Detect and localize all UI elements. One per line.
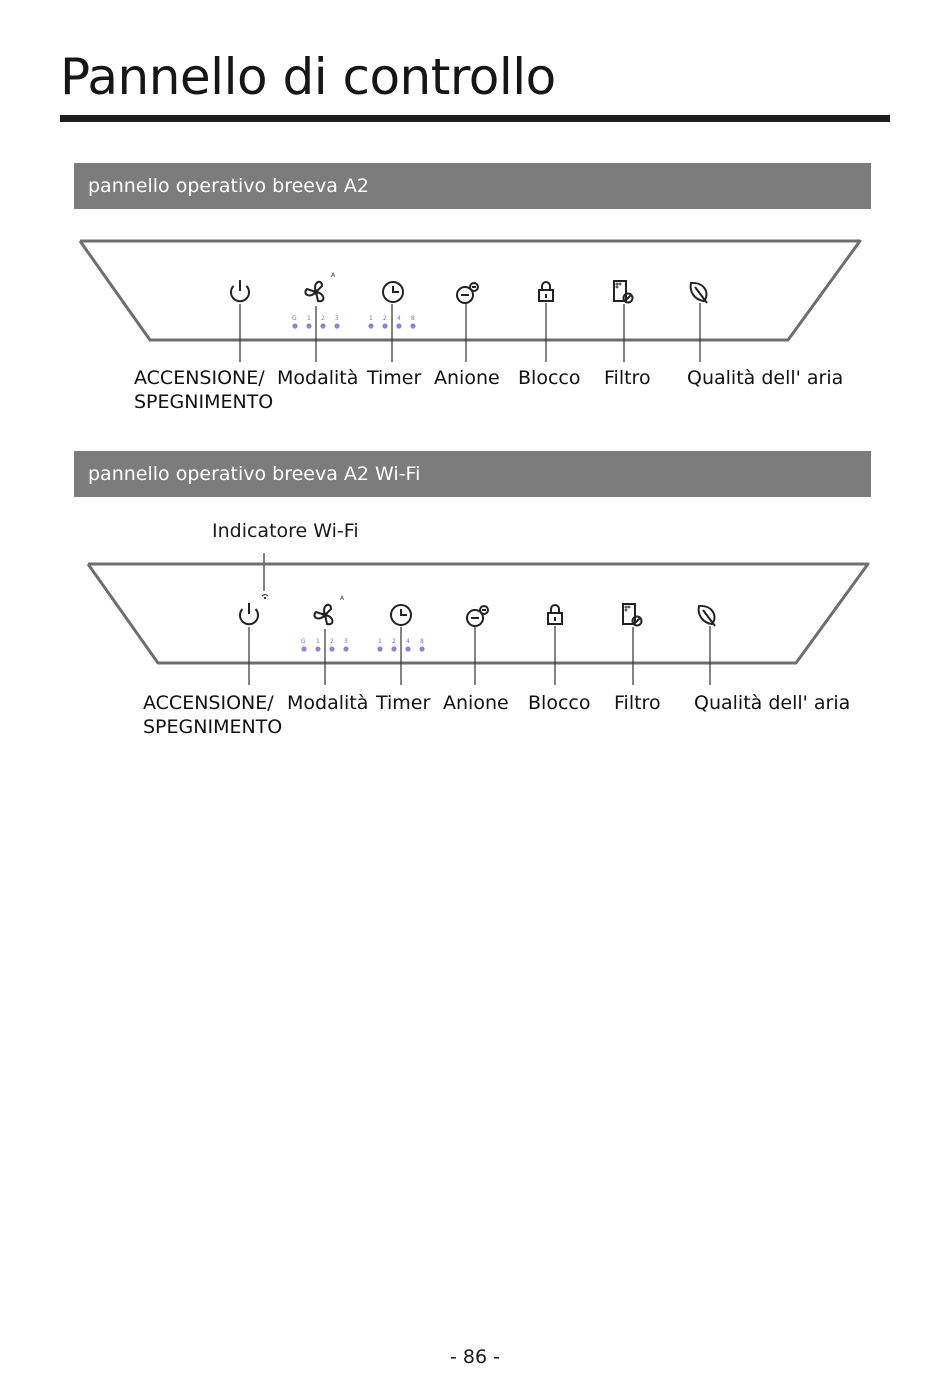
- anion-icon: [457, 283, 478, 303]
- leaf-icon: [699, 606, 715, 626]
- label-power: [134, 366, 273, 414]
- indicator-dot: [306, 323, 311, 328]
- page-number: - 86 -: [450, 1346, 500, 1368]
- lock-icon: [548, 605, 562, 624]
- timer-hours-label: 4: [406, 638, 410, 645]
- label-timer: Timer: [376, 692, 431, 714]
- label-timer: Timer: [367, 367, 422, 389]
- label-power-line2: SPEGNIMENTO: [143, 716, 283, 738]
- indicator-dot: [301, 646, 306, 651]
- indicator-dot: [377, 646, 382, 651]
- indicator-dot: [368, 323, 373, 328]
- fan-icon: [314, 605, 332, 625]
- indicator-dot: [419, 646, 424, 651]
- power-icon: [231, 280, 249, 301]
- leader-lines: [240, 303, 700, 362]
- label-power-line1: ACCENSIONE/: [143, 692, 274, 714]
- title-rule: [60, 115, 890, 122]
- indicator-dot: [320, 323, 325, 328]
- timer-hours-label: 2: [392, 638, 396, 645]
- leaf-icon: [691, 283, 707, 303]
- indicator-dot: [382, 323, 387, 328]
- power-icon: [240, 603, 258, 624]
- timer-icon: [391, 605, 411, 625]
- filter-icon: [623, 604, 642, 626]
- label-power: [143, 691, 282, 739]
- leader-lines: [249, 626, 710, 685]
- fan-auto-mark: A: [340, 595, 345, 602]
- fan-auto-indicator: G: [292, 315, 297, 322]
- label-anion: Anione: [443, 692, 509, 714]
- fan-auto-indicator: G: [301, 638, 306, 645]
- filter-icon: [614, 281, 633, 303]
- label-mode: Modalità: [277, 367, 359, 389]
- label-lock: Blocco: [518, 367, 581, 389]
- timer-hours-label: 1: [378, 638, 382, 645]
- fan-speed-label: 3: [335, 315, 339, 322]
- indicator-dot: [391, 646, 396, 651]
- label-power-line2: SPEGNIMENTO: [134, 391, 274, 413]
- fan-speed-label: 2: [321, 315, 325, 322]
- page-title: Pannello di controllo: [60, 48, 556, 106]
- indicator-dot: [315, 646, 320, 651]
- label-mode: Modalità: [287, 692, 369, 714]
- label-air-quality: Qualità dell' aria: [694, 692, 851, 714]
- label-filter: Filtro: [614, 692, 661, 714]
- fan-speed-label: 1: [316, 638, 320, 645]
- timer-hours-label: 8: [411, 315, 415, 322]
- label-wifi-indicator: Indicatore Wi-Fi: [212, 520, 359, 542]
- fan-auto-mark: A: [331, 272, 336, 279]
- indicator-dot: [292, 323, 297, 328]
- fan-speed-label: 1: [307, 315, 311, 322]
- timer-icon: [383, 282, 403, 302]
- panel-outline: [80, 241, 860, 340]
- section-heading-a2: pannello operativo breeva A2: [74, 163, 871, 209]
- indicator-dot: [405, 646, 410, 651]
- timer-hours-label: 8: [420, 638, 424, 645]
- label-air-quality: Qualità dell' aria: [687, 367, 844, 389]
- section-heading-a2-wifi: pannello operativo breeva A2 Wi-Fi: [74, 451, 871, 497]
- fan-speed-label: 2: [330, 638, 334, 645]
- indicator-dot: [334, 323, 339, 328]
- control-panel-a2: [0, 230, 950, 420]
- lock-icon: [539, 282, 553, 301]
- label-lock: Blocco: [528, 692, 591, 714]
- timer-hours-label: 1: [369, 315, 373, 322]
- control-panel-a2-wifi: [0, 553, 950, 743]
- indicator-dot: [396, 323, 401, 328]
- indicator-dot: [343, 646, 348, 651]
- timer-hours-label: 4: [397, 315, 401, 322]
- label-anion: Anione: [434, 367, 500, 389]
- timer-hours-label: 2: [383, 315, 387, 322]
- indicator-dot: [410, 323, 415, 328]
- wifi-icon: [262, 595, 268, 599]
- indicator-dot: [329, 646, 334, 651]
- anion-icon: [467, 606, 488, 626]
- label-power-line1: ACCENSIONE/: [134, 367, 265, 389]
- panel-outline: [88, 564, 868, 663]
- fan-speed-label: 3: [344, 638, 348, 645]
- fan-icon: [305, 282, 323, 302]
- label-filter: Filtro: [604, 367, 651, 389]
